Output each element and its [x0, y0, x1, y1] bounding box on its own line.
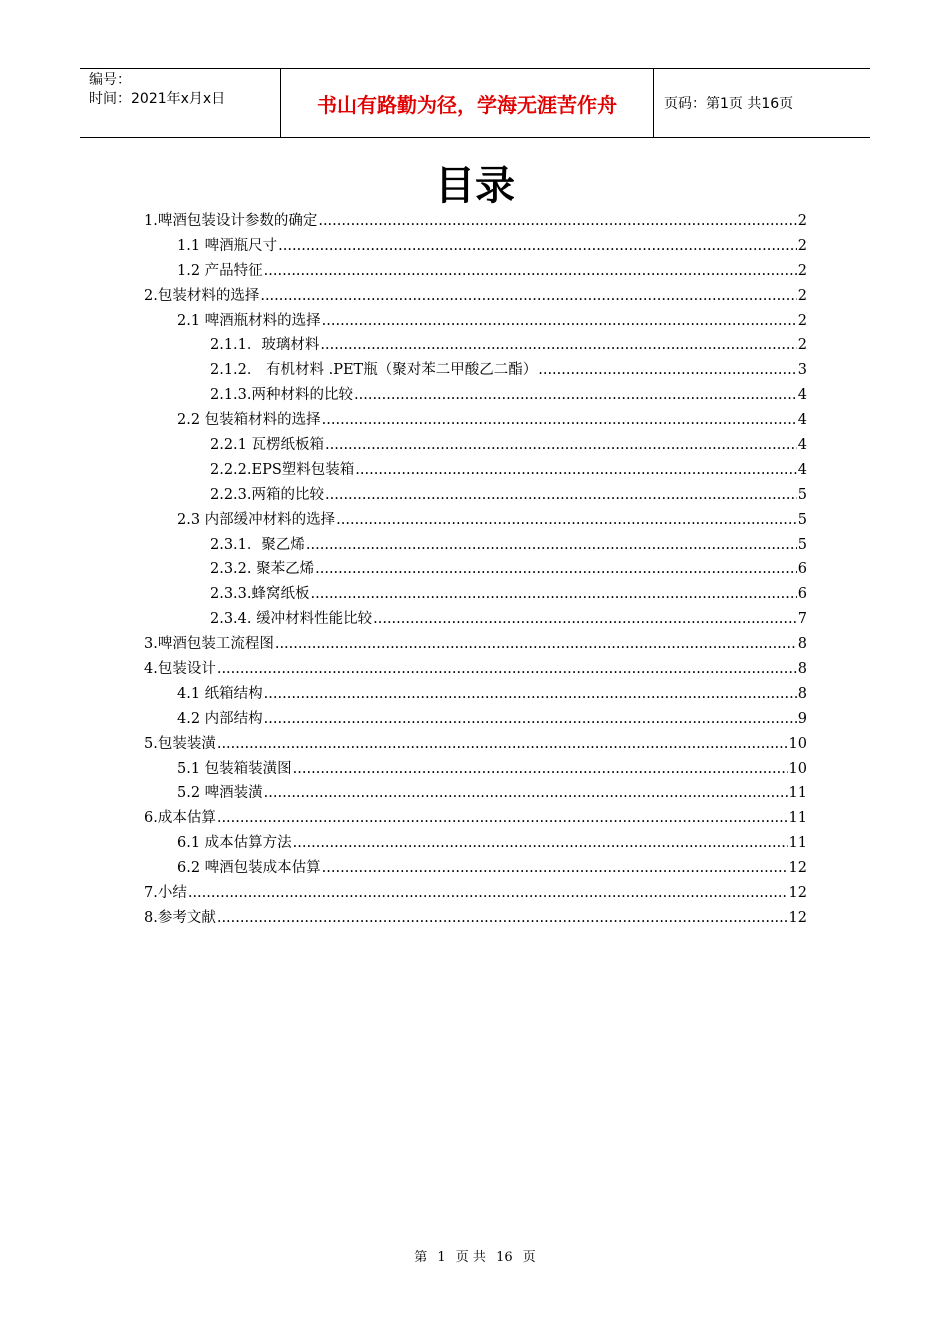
toc-entry[interactable] — [144, 458, 807, 483]
toc-dot-leader — [325, 437, 797, 453]
toc-entry[interactable] — [144, 831, 807, 856]
toc-entry-page: 4 — [797, 461, 807, 478]
toc-dot-leader — [325, 487, 797, 503]
toc-entry-page: 10 — [788, 760, 807, 777]
toc-entry-page: 6 — [797, 561, 807, 578]
toc-entry[interactable] — [144, 408, 807, 433]
toc-dot-leader — [355, 462, 796, 478]
toc-dot-leader — [264, 263, 797, 279]
toc-entry[interactable] — [144, 309, 807, 334]
toc-entry[interactable] — [144, 906, 807, 931]
toc-dot-leader — [264, 785, 788, 801]
toc-dot-leader — [354, 387, 797, 403]
toc-entry-page: 6 — [797, 586, 807, 603]
footer-total-pages: 16 — [496, 1250, 513, 1265]
toc-dot-leader — [217, 736, 788, 752]
toc-entry-page: 5 — [797, 486, 807, 503]
toc-entry[interactable] — [144, 284, 807, 309]
toc-dot-leader — [217, 661, 797, 677]
toc-entry[interactable] — [144, 806, 807, 831]
toc-entry-label: 1.2 产品特征 — [177, 262, 263, 279]
header-meta — [80, 69, 281, 137]
toc-dot-leader — [278, 238, 797, 254]
toc-dot-leader — [264, 686, 797, 702]
toc-entry-page: 8 — [797, 636, 807, 653]
toc-entry-page: 12 — [788, 860, 807, 877]
toc-entry-page: 2 — [797, 213, 807, 229]
toc-entry[interactable] — [144, 732, 807, 757]
toc-entry[interactable] — [144, 856, 807, 881]
toc-dot-leader — [188, 885, 788, 901]
page-title: 目录 — [435, 163, 515, 209]
toc-entry[interactable] — [144, 582, 807, 607]
toc-entry[interactable] — [144, 657, 807, 682]
toc-entry-label: 2.3.3.蜂窝纸板 — [210, 586, 310, 603]
toc-entry-page: 11 — [788, 810, 807, 827]
toc-dot-leader — [217, 810, 788, 826]
toc-entry-label: 2.2.1 瓦楞纸板箱 — [210, 437, 325, 454]
toc-entry-label: 2.2.3.两箱的比较 — [210, 486, 325, 503]
toc-dot-leader — [373, 611, 797, 627]
toc-entry-label: 6.成本估算 — [144, 810, 216, 827]
toc-entry-label: 5.2 啤酒装潢 — [177, 785, 263, 802]
toc-entry[interactable] — [144, 433, 807, 458]
toc-entry-label: 6.2 啤酒包装成本估算 — [177, 860, 321, 877]
footer-suffix: 页 — [522, 1250, 536, 1265]
toc-entry[interactable] — [144, 483, 807, 508]
toc-dot-leader — [538, 362, 797, 378]
toc-entry-label: 5.包装装潢 — [144, 735, 216, 752]
toc-entry-page: 5 — [797, 536, 807, 553]
toc-dot-leader — [293, 835, 788, 851]
footer-mid: 页 共 — [455, 1250, 486, 1265]
toc-entry[interactable] — [144, 383, 807, 408]
toc-entry[interactable] — [144, 508, 807, 533]
toc-dot-leader — [322, 860, 788, 876]
toc-dot-leader — [217, 910, 788, 926]
toc-entry-label: 5.1 包装箱装潢图 — [177, 760, 292, 777]
toc-entry[interactable] — [144, 259, 807, 284]
toc-entry-label: 2.2.2.EPS塑料包装箱 — [210, 461, 355, 478]
toc-dot-leader — [315, 561, 797, 577]
toc-dot-leader — [306, 537, 797, 553]
header-page-info: 页码：第1页 共16页 — [664, 96, 794, 112]
toc-entry-label: 8.参考文献 — [144, 909, 216, 926]
toc-entry-label: 3.啤酒包装工流程图 — [144, 636, 274, 653]
toc-entry-label: 2.1.3.两种材料的比较 — [210, 387, 354, 404]
toc-entry-label: 2.2 包装箱材料的选择 — [177, 412, 321, 429]
table-of-contents — [144, 209, 807, 931]
toc-entry-label: 7.小结 — [144, 885, 187, 902]
toc-entry-page: 11 — [788, 835, 807, 852]
toc-entry-label: 2.3.4. 缓冲材料性能比较 — [210, 611, 373, 628]
toc-entry[interactable] — [144, 333, 807, 358]
toc-entry-page: 2 — [797, 262, 807, 279]
toc-entry[interactable] — [144, 234, 807, 259]
toc-entry-page: 2 — [797, 287, 807, 304]
header-motto: 书山有路勤为径，学海无涯苦作舟 — [281, 69, 654, 137]
toc-entry[interactable] — [144, 781, 807, 806]
toc-entry[interactable] — [144, 209, 807, 234]
toc-entry-page: 12 — [788, 909, 807, 926]
toc-entry-page: 4 — [797, 387, 807, 404]
toc-entry[interactable] — [144, 533, 807, 558]
toc-entry-page: 7 — [797, 611, 807, 628]
toc-entry-page: 5 — [797, 511, 807, 528]
toc-dot-leader — [293, 761, 788, 777]
toc-dot-leader — [322, 412, 797, 428]
toc-entry-label: 4.2 内部结构 — [177, 710, 263, 727]
toc-entry[interactable] — [144, 757, 807, 782]
toc-entry-label: 4.1 纸箱结构 — [177, 685, 263, 702]
toc-entry-label: 2.3 内部缓冲材料的选择 — [177, 511, 336, 528]
toc-entry-page: 12 — [788, 885, 807, 902]
page-footer — [0, 1246, 950, 1265]
toc-entry-label: 1.1 啤酒瓶尺寸 — [177, 237, 278, 254]
toc-entry-page: 2 — [797, 237, 807, 254]
toc-dot-leader — [318, 213, 796, 229]
toc-entry-page: 4 — [797, 437, 807, 454]
toc-entry-page: 2 — [797, 312, 807, 329]
toc-entry[interactable] — [144, 557, 807, 582]
footer-current-page: 1 — [437, 1250, 446, 1265]
toc-entry-label: 2.1.2． 有机材料 .PET瓶（聚对苯二甲酸乙二酯） — [210, 362, 538, 379]
toc-entry-page: 9 — [797, 710, 807, 727]
toc-dot-leader — [311, 586, 797, 602]
toc-entry-label: 6.1 成本估算方法 — [177, 835, 292, 852]
footer-prefix: 第 — [414, 1250, 428, 1265]
toc-entry-page: 10 — [788, 735, 807, 752]
toc-entry-label: 2.1.1．玻璃材料 — [210, 337, 320, 354]
toc-entry-page: 2 — [797, 337, 807, 354]
toc-entry-page: 8 — [797, 685, 807, 702]
toc-entry-page: 11 — [788, 785, 807, 802]
toc-entry-label: 2.3.1．聚乙烯 — [210, 536, 305, 553]
toc-entry-label: 1.啤酒包装设计参数的确定 — [144, 213, 318, 229]
toc-entry[interactable] — [144, 682, 807, 707]
toc-dot-leader — [260, 288, 796, 304]
toc-entry-label: 2.1 啤酒瓶材料的选择 — [177, 312, 321, 329]
toc-entry[interactable] — [144, 358, 807, 383]
toc-entry-page: 3 — [797, 362, 807, 379]
toc-entry-label: 2.包装材料的选择 — [144, 287, 260, 304]
toc-dot-leader — [320, 337, 796, 353]
toc-entry-page: 4 — [797, 412, 807, 429]
toc-entry-page: 8 — [797, 661, 807, 678]
toc-dot-leader — [336, 512, 797, 528]
number-label: 编号： — [89, 72, 131, 88]
time-label: 时间：2021年x月x日 — [89, 91, 226, 107]
toc-entry-label: 4.包装设计 — [144, 661, 216, 678]
toc-entry-label: 2.3.2. 聚苯乙烯 — [210, 561, 315, 578]
toc-entry[interactable] — [144, 632, 807, 657]
toc-dot-leader — [264, 711, 797, 727]
toc-entry[interactable] — [144, 707, 807, 732]
toc-dot-leader — [322, 313, 797, 329]
document-header — [80, 68, 870, 138]
toc-entry[interactable] — [144, 881, 807, 906]
toc-entry[interactable] — [144, 607, 807, 632]
toc-dot-leader — [275, 636, 797, 652]
